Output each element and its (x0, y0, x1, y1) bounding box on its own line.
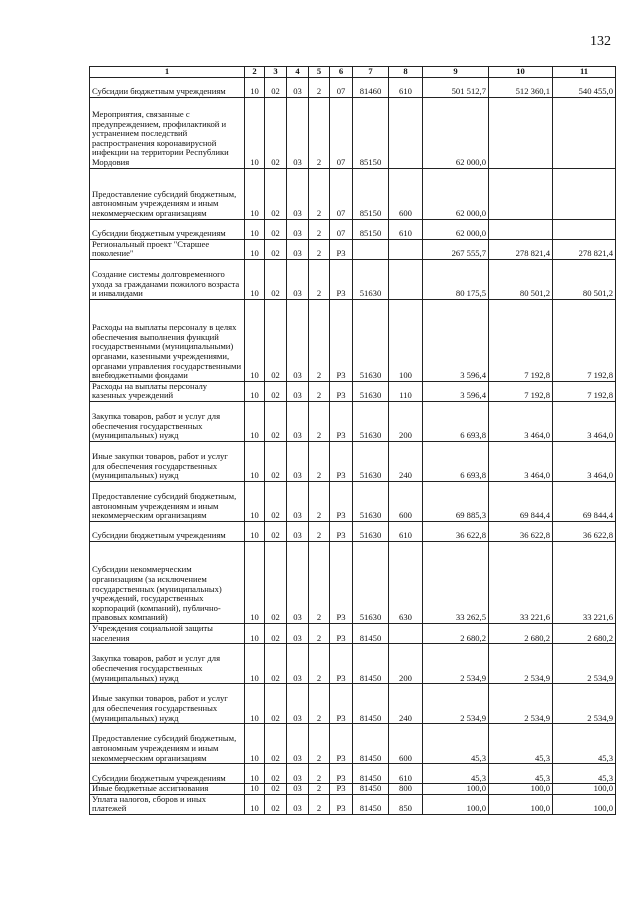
col-4: 03 (287, 521, 309, 541)
col-6: Р3 (330, 724, 353, 764)
row-name: Субсидии некоммерческим организациям (за исключением государственных (муниципальных) учреждений, государственных корпораций (компаний), публично-правовых компаний) (90, 541, 245, 623)
col-6: Р3 (330, 684, 353, 724)
row-name: Иные бюджетные ассигнования (90, 784, 245, 795)
col-3: 02 (265, 77, 287, 97)
col-9-value: 6 693,8 (423, 401, 489, 441)
col-2: 10 (245, 299, 265, 381)
col-9-value: 45,3 (423, 724, 489, 764)
col-4: 03 (287, 684, 309, 724)
row-name: Субсидии бюджетным учреждениям (90, 219, 245, 239)
col-9-value: 80 175,5 (423, 259, 489, 299)
table-row (90, 381, 616, 401)
col-10-value: 3 464,0 (489, 401, 553, 441)
col-4: 03 (287, 644, 309, 684)
col-4: 03 (287, 724, 309, 764)
col-4: 03 (287, 541, 309, 623)
col-4: 03 (287, 623, 309, 643)
col-5: 2 (309, 441, 330, 481)
col-9-value: 45,3 (423, 764, 489, 784)
column-header-9: 9 (423, 67, 489, 78)
col-7: 81450 (353, 764, 389, 784)
col-9-value: 267 555,7 (423, 239, 489, 259)
table-row (90, 724, 616, 764)
col-11-value: 45,3 (553, 764, 616, 784)
col-9-value: 100,0 (423, 784, 489, 795)
col-5: 2 (309, 401, 330, 441)
col-11-value: 3 464,0 (553, 401, 616, 441)
col-10-value: 7 192,8 (489, 381, 553, 401)
col-11-value: 69 844,4 (553, 481, 616, 521)
col-10-value: 100,0 (489, 794, 553, 814)
table-body (90, 77, 616, 814)
row-name: Иные закупки товаров, работ и услуг для обеспечения государственных (муниципальных) нужд (90, 441, 245, 481)
col-7: 51630 (353, 481, 389, 521)
col-11-value: 2 534,9 (553, 684, 616, 724)
col-9-value: 62 000,0 (423, 97, 489, 168)
col-2: 10 (245, 219, 265, 239)
col-7: 51630 (353, 259, 389, 299)
col-2: 10 (245, 259, 265, 299)
table-row (90, 764, 616, 784)
col-5: 2 (309, 219, 330, 239)
col-9-value: 2 680,2 (423, 623, 489, 643)
col-4: 03 (287, 259, 309, 299)
col-7: 51630 (353, 299, 389, 381)
col-4: 03 (287, 401, 309, 441)
col-6: 07 (330, 97, 353, 168)
col-3: 02 (265, 219, 287, 239)
column-header-7: 7 (353, 67, 389, 78)
col-4: 03 (287, 441, 309, 481)
table-row (90, 219, 616, 239)
col-3: 02 (265, 623, 287, 643)
col-2: 10 (245, 97, 265, 168)
table-row (90, 401, 616, 441)
col-4: 03 (287, 97, 309, 168)
table-row (90, 623, 616, 643)
col-4: 03 (287, 764, 309, 784)
column-header-5: 5 (309, 67, 330, 78)
col-2: 10 (245, 239, 265, 259)
col-6: 07 (330, 168, 353, 219)
col-3: 02 (265, 97, 287, 168)
table-row (90, 259, 616, 299)
col-11-value: 7 192,8 (553, 299, 616, 381)
col-5: 2 (309, 299, 330, 381)
col-9-value: 100,0 (423, 794, 489, 814)
col-8: 610 (389, 77, 423, 97)
col-4: 03 (287, 168, 309, 219)
table-row (90, 299, 616, 381)
col-2: 10 (245, 684, 265, 724)
col-7: 81450 (353, 794, 389, 814)
col-11-value: 2 534,9 (553, 644, 616, 684)
table-row (90, 684, 616, 724)
col-8 (389, 239, 423, 259)
row-name: Субсидии бюджетным учреждениям (90, 521, 245, 541)
col-10-value: 3 464,0 (489, 441, 553, 481)
col-7: 51630 (353, 381, 389, 401)
col-5: 2 (309, 77, 330, 97)
col-11-value: 2 680,2 (553, 623, 616, 643)
col-4: 03 (287, 794, 309, 814)
col-10-value: 2 534,9 (489, 684, 553, 724)
table-row (90, 481, 616, 521)
page-number: 132 (590, 34, 611, 49)
col-8: 200 (389, 644, 423, 684)
col-11-value (553, 97, 616, 168)
col-6: Р3 (330, 541, 353, 623)
col-8: 110 (389, 381, 423, 401)
table-row (90, 521, 616, 541)
col-3: 02 (265, 684, 287, 724)
col-7: 51630 (353, 441, 389, 481)
col-4: 03 (287, 77, 309, 97)
col-3: 02 (265, 794, 287, 814)
col-8: 630 (389, 541, 423, 623)
col-8: 600 (389, 724, 423, 764)
table-row (90, 784, 616, 795)
col-10-value: 278 821,4 (489, 239, 553, 259)
col-6: Р3 (330, 239, 353, 259)
row-name: Иные закупки товаров, работ и услуг для обеспечения государственных (муниципальных) нужд (90, 684, 245, 724)
col-11-value: 100,0 (553, 794, 616, 814)
col-6: Р3 (330, 623, 353, 643)
col-3: 02 (265, 299, 287, 381)
col-8: 850 (389, 794, 423, 814)
col-4: 03 (287, 299, 309, 381)
col-7: 81450 (353, 784, 389, 795)
table-row (90, 168, 616, 219)
col-2: 10 (245, 401, 265, 441)
col-11-value: 33 221,6 (553, 541, 616, 623)
col-7: 85150 (353, 97, 389, 168)
row-name: Предоставление субсидий бюджетным, автономным учреждениям и иным некоммерческим организациям (90, 168, 245, 219)
col-9-value: 62 000,0 (423, 219, 489, 239)
row-name: Субсидии бюджетным учреждениям (90, 764, 245, 784)
col-9-value: 33 262,5 (423, 541, 489, 623)
col-7: 81450 (353, 724, 389, 764)
col-8: 610 (389, 521, 423, 541)
row-name: Предоставление субсидий бюджетным, автономным учреждениям и иным некоммерческим организациям (90, 724, 245, 764)
row-name: Закупка товаров, работ и услуг для обеспечения государственных (муниципальных) нужд (90, 401, 245, 441)
col-3: 02 (265, 401, 287, 441)
col-2: 10 (245, 784, 265, 795)
col-3: 02 (265, 644, 287, 684)
col-11-value: 540 455,0 (553, 77, 616, 97)
table-row (90, 77, 616, 97)
col-2: 10 (245, 794, 265, 814)
column-header-10: 10 (489, 67, 553, 78)
col-7: 85150 (353, 168, 389, 219)
col-9-value: 501 512,7 (423, 77, 489, 97)
table-row (90, 794, 616, 814)
col-10-value (489, 97, 553, 168)
col-2: 10 (245, 764, 265, 784)
col-7 (353, 239, 389, 259)
col-9-value: 3 596,4 (423, 299, 489, 381)
budget-table (89, 66, 616, 815)
col-6: Р3 (330, 784, 353, 795)
row-name: Расходы на выплаты персоналу казенных учреждений (90, 381, 245, 401)
table-row (90, 441, 616, 481)
col-8: 240 (389, 684, 423, 724)
col-6: Р3 (330, 381, 353, 401)
col-11-value: 80 501,2 (553, 259, 616, 299)
col-7: 81450 (353, 623, 389, 643)
col-2: 10 (245, 541, 265, 623)
col-5: 2 (309, 97, 330, 168)
column-header-6: 6 (330, 67, 353, 78)
col-2: 10 (245, 724, 265, 764)
col-7: 51630 (353, 521, 389, 541)
col-10-value: 2 680,2 (489, 623, 553, 643)
col-11-value: 36 622,8 (553, 521, 616, 541)
col-4: 03 (287, 381, 309, 401)
col-8: 610 (389, 219, 423, 239)
column-header-11: 11 (553, 67, 616, 78)
col-10-value: 45,3 (489, 764, 553, 784)
col-6: Р3 (330, 794, 353, 814)
col-6: Р3 (330, 521, 353, 541)
col-2: 10 (245, 644, 265, 684)
col-2: 10 (245, 381, 265, 401)
col-11-value (553, 219, 616, 239)
col-10-value: 512 360,1 (489, 77, 553, 97)
col-7: 81450 (353, 644, 389, 684)
col-6: 07 (330, 77, 353, 97)
col-8: 600 (389, 481, 423, 521)
col-11-value (553, 168, 616, 219)
col-3: 02 (265, 724, 287, 764)
col-10-value: 69 844,4 (489, 481, 553, 521)
row-name: Уплата налогов, сборов и иных платежей (90, 794, 245, 814)
table-row (90, 541, 616, 623)
col-2: 10 (245, 441, 265, 481)
col-6: Р3 (330, 481, 353, 521)
col-9-value: 3 596,4 (423, 381, 489, 401)
col-6: Р3 (330, 299, 353, 381)
col-5: 2 (309, 481, 330, 521)
row-name: Учреждения социальной защиты населения (90, 623, 245, 643)
col-8: 100 (389, 299, 423, 381)
col-5: 2 (309, 168, 330, 219)
column-header-8: 8 (389, 67, 423, 78)
col-7: 85150 (353, 219, 389, 239)
row-name: Мероприятия, связанные с предупреждением, профилактикой и устранением последствий распространения коронавирусной инфекции на территории Республики Мордовия (90, 97, 245, 168)
column-header-4: 4 (287, 67, 309, 78)
col-3: 02 (265, 168, 287, 219)
col-9-value: 36 622,8 (423, 521, 489, 541)
col-9-value: 62 000,0 (423, 168, 489, 219)
row-name: Создание системы долговременного ухода за гражданами пожилого возраста и инвалидами (90, 259, 245, 299)
col-8 (389, 259, 423, 299)
col-5: 2 (309, 784, 330, 795)
col-10-value: 80 501,2 (489, 259, 553, 299)
col-3: 02 (265, 481, 287, 521)
col-5: 2 (309, 684, 330, 724)
row-name: Расходы на выплаты персоналу в целях обеспечения выполнения функций государственными (муниципальными) органами, казенными учреждениями, органами управления государственными внебюджетными фондами (90, 299, 245, 381)
header-row (90, 67, 616, 78)
col-11-value: 45,3 (553, 724, 616, 764)
col-4: 03 (287, 784, 309, 795)
col-10-value (489, 219, 553, 239)
col-6: Р3 (330, 644, 353, 684)
col-11-value: 3 464,0 (553, 441, 616, 481)
col-10-value: 36 622,8 (489, 521, 553, 541)
col-4: 03 (287, 481, 309, 521)
col-4: 03 (287, 219, 309, 239)
col-2: 10 (245, 168, 265, 219)
col-7: 81460 (353, 77, 389, 97)
col-6: Р3 (330, 259, 353, 299)
col-6: Р3 (330, 441, 353, 481)
col-3: 02 (265, 381, 287, 401)
col-2: 10 (245, 623, 265, 643)
col-11-value: 7 192,8 (553, 381, 616, 401)
col-2: 10 (245, 521, 265, 541)
col-10-value: 45,3 (489, 724, 553, 764)
col-2: 10 (245, 481, 265, 521)
col-10-value: 33 221,6 (489, 541, 553, 623)
table-row (90, 97, 616, 168)
column-header-1: 1 (90, 67, 245, 78)
col-8: 600 (389, 168, 423, 219)
col-5: 2 (309, 644, 330, 684)
table-row (90, 644, 616, 684)
col-10-value: 2 534,9 (489, 644, 553, 684)
col-5: 2 (309, 764, 330, 784)
col-3: 02 (265, 784, 287, 795)
col-8: 800 (389, 784, 423, 795)
col-6: 07 (330, 219, 353, 239)
row-name: Предоставление субсидий бюджетным, автономным учреждениям и иным некоммерческим организациям (90, 481, 245, 521)
col-8: 610 (389, 764, 423, 784)
col-9-value: 2 534,9 (423, 644, 489, 684)
col-9-value: 69 885,3 (423, 481, 489, 521)
table-row (90, 239, 616, 259)
col-3: 02 (265, 764, 287, 784)
col-7: 51630 (353, 401, 389, 441)
col-5: 2 (309, 794, 330, 814)
row-name: Закупка товаров, работ и услуг для обеспечения государственных (муниципальных) нужд (90, 644, 245, 684)
col-8 (389, 97, 423, 168)
col-3: 02 (265, 541, 287, 623)
row-name: Субсидии бюджетным учреждениям (90, 77, 245, 97)
col-3: 02 (265, 521, 287, 541)
col-8: 240 (389, 441, 423, 481)
col-5: 2 (309, 623, 330, 643)
col-2: 10 (245, 77, 265, 97)
column-header-2: 2 (245, 67, 265, 78)
col-10-value: 7 192,8 (489, 299, 553, 381)
col-8: 200 (389, 401, 423, 441)
col-6: Р3 (330, 401, 353, 441)
col-8 (389, 623, 423, 643)
col-9-value: 2 534,9 (423, 684, 489, 724)
col-11-value: 278 821,4 (553, 239, 616, 259)
col-10-value (489, 168, 553, 219)
col-6: Р3 (330, 764, 353, 784)
col-4: 03 (287, 239, 309, 259)
column-header-3: 3 (265, 67, 287, 78)
col-10-value: 100,0 (489, 784, 553, 795)
col-3: 02 (265, 441, 287, 481)
col-7: 81450 (353, 684, 389, 724)
col-5: 2 (309, 724, 330, 764)
col-3: 02 (265, 239, 287, 259)
col-3: 02 (265, 259, 287, 299)
col-5: 2 (309, 381, 330, 401)
col-5: 2 (309, 239, 330, 259)
col-7: 51630 (353, 541, 389, 623)
col-5: 2 (309, 259, 330, 299)
col-11-value: 100,0 (553, 784, 616, 795)
row-name: Региональный проект "Старшее поколение" (90, 239, 245, 259)
col-9-value: 6 693,8 (423, 441, 489, 481)
col-5: 2 (309, 521, 330, 541)
col-5: 2 (309, 541, 330, 623)
